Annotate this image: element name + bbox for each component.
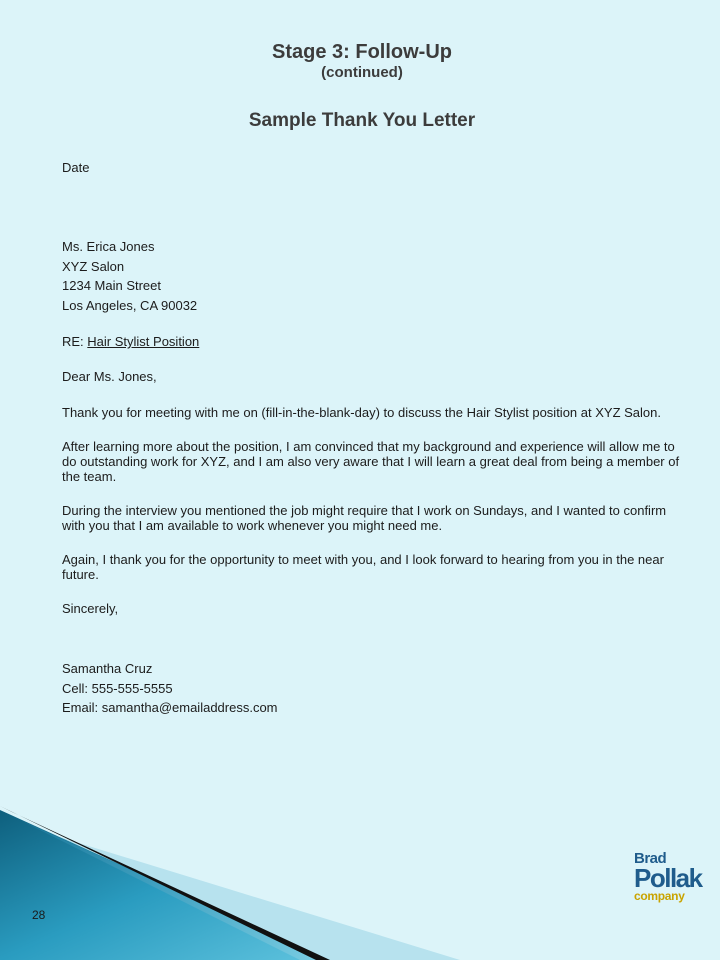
title-line-1: Stage 3: Follow-Up xyxy=(272,41,452,63)
slide-subtitle xyxy=(0,110,720,132)
address-line: Los Angeles, CA 90032 xyxy=(62,297,198,313)
logo-text-pollak: Pollak xyxy=(634,863,702,893)
logo-text-brad: Brad xyxy=(634,850,667,867)
subtitle-text: Sample Thank You Letter xyxy=(248,110,476,131)
brad-pollak-logo xyxy=(634,850,702,911)
title-line-2: (continued) xyxy=(321,64,403,81)
recipient-address xyxy=(62,237,692,315)
signature-cell: Cell: 555-555-5555 xyxy=(62,680,173,696)
letter-paragraph: Thank you for meeting with me on (fill-in-the-blank-day) to discuss the Hair Stylist position at XYZ Salon. xyxy=(62,405,661,420)
letter-paragraph: Again, I thank you for the opportunity to meet with you, and I look forward to hearing from you in the near future. xyxy=(62,552,664,582)
letter-paragraph: During the interview you mentioned the job might require that I work on Sundays, and I wanted to confirm with you that I am available to work whenever you might need me. xyxy=(62,503,667,533)
address-line: XYZ Salon xyxy=(62,258,125,274)
letter-greeting: Dear Ms. Jones, xyxy=(62,369,157,384)
signature-email: Email: samantha@emailaddress.com xyxy=(62,700,278,715)
letter-date: Date xyxy=(62,160,90,175)
page-number: 28 xyxy=(32,908,46,922)
re-subject: Hair Stylist Position xyxy=(87,334,200,349)
signature-block xyxy=(62,659,692,718)
signature-name: Samantha Cruz xyxy=(62,661,153,676)
letter-paragraph: After learning more about the position, I am convinced that my background and experience will allow me to do outstanding work for XYZ, and I am also very aware that I will learn a great deal from being a member of the team. xyxy=(62,439,680,484)
address-line: 1234 Main Street xyxy=(62,278,162,293)
address-line: Ms. Erica Jones xyxy=(62,239,155,254)
letter-closing: Sincerely, xyxy=(62,601,119,616)
logo-text-company: company xyxy=(634,889,685,903)
sample-letter xyxy=(62,160,692,718)
slide-title xyxy=(0,40,720,82)
corner-swoosh-decoration xyxy=(0,790,720,960)
re-line xyxy=(62,334,692,350)
re-prefix: RE: xyxy=(62,334,88,349)
